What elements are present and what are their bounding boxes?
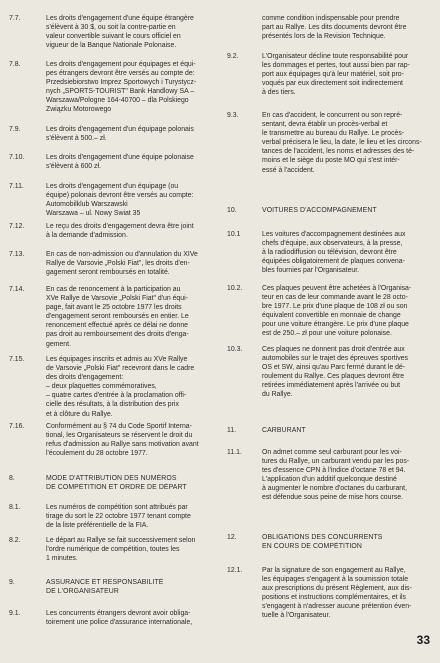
text-line: des droits d'engagement: — [46, 374, 124, 382]
section-title — [256, 206, 440, 215]
text-line: toirement une police d'assurance internationale, — [46, 619, 193, 627]
text-line: EN COURS DE COMPÉTITION — [262, 543, 362, 551]
text-line: roulement du Rallye. Ces plaques devront être — [262, 373, 405, 381]
article-text — [28, 125, 222, 143]
section-number: 12. — [227, 534, 237, 541]
article-number: 7.14. — [9, 286, 25, 293]
text-line: est de 250.– zł pour une voiture polonaise. — [262, 330, 392, 338]
article-text — [256, 566, 440, 621]
article-text — [28, 222, 222, 240]
text-line: chefs d'équipe, aux observateurs, à la presse, — [262, 240, 403, 248]
text-line: Rallye de Varsovie „Polski Fiat", les droits d'en- — [46, 260, 190, 268]
text-line: Les droits d'engagement d'une équipe étrangère — [46, 15, 194, 22]
article-text — [28, 182, 222, 218]
article-9-2 — [222, 52, 440, 97]
article-7-7 — [0, 14, 222, 50]
article-number: 7.11. — [9, 183, 24, 190]
section-number: 10. — [227, 207, 237, 214]
article-7-14 — [0, 285, 222, 349]
text-line: tirage du sort le 22 octobre 1977 tenant compte — [46, 513, 191, 521]
article-number: 7.15. — [9, 356, 25, 363]
text-line: vigueur de la Banque Nationale Polonaise. — [46, 42, 177, 50]
text-line: L'Organisateur décline toute responsabilité pour — [262, 53, 409, 60]
article-7-10 — [0, 153, 222, 171]
text-line: En cas d'accident, le concurrent ou son repré- — [262, 112, 403, 119]
article-number: 10.2. — [227, 285, 243, 292]
section-number: 9. — [9, 579, 15, 586]
text-line: gement. — [46, 340, 71, 348]
article-text — [256, 52, 440, 97]
text-line: l'écoulement du 28 octobre 1977. — [46, 450, 148, 458]
text-line: En cas de renoncement à la participation au — [46, 286, 181, 293]
article-number: 11.1. — [227, 449, 242, 456]
article-text — [256, 111, 440, 175]
article-text — [28, 250, 222, 277]
text-line: positions et instructions complémentaires, et ils — [262, 594, 407, 602]
article-number: 7.12. — [9, 223, 25, 230]
text-line: comme condition indispensable pour prendre — [262, 15, 400, 22]
text-line: à la radiodiffusion ou télévision, devront être — [262, 249, 397, 257]
text-line: Les concurrents étrangers devront avoir obliga- — [46, 610, 191, 617]
text-line: d'engagement seront remboursés en entier. Le — [46, 313, 189, 321]
article-9-3 — [222, 111, 440, 175]
text-line: est défendue sous peine de mise hors course. — [262, 494, 403, 502]
article-12-1 — [222, 566, 440, 621]
text-line: verbal précisera le lieu, la date, le lieu et les circons- — [262, 139, 422, 147]
article-10-3 — [222, 345, 440, 400]
article-text — [256, 14, 440, 41]
text-line: refus d'admission au Rallye sans motivation avant — [46, 441, 199, 449]
text-line: à des tiers. — [262, 89, 296, 97]
article-7-11 — [0, 182, 222, 218]
article-number: 7.8. — [9, 61, 21, 68]
article-text — [28, 609, 222, 627]
text-line: L'application d'un additif quelconque destiné — [262, 476, 397, 484]
text-line: Automobilklub Warszawski — [46, 201, 128, 209]
text-line: de la liste préférentielle de la FIA. — [46, 522, 149, 530]
text-line: 1 minutes. — [46, 555, 78, 563]
text-line: OBLIGATIONS DES CONCURRENTS — [262, 534, 383, 541]
article-number: 9.1. — [9, 610, 21, 617]
article-10-2 — [222, 284, 440, 339]
text-line: retirées immédiatement après l'arrivée ou but — [262, 382, 401, 390]
text-line: à augmenter le nombre d'octanes du carburant, — [262, 485, 407, 493]
text-line: CARBURANT — [262, 427, 306, 434]
text-line: les dommages et pertes, tout aussi bien par rap- — [262, 62, 410, 70]
article-number: 7.9. — [9, 126, 21, 133]
article-text — [28, 285, 222, 349]
text-line: s'élèvent à 500.– zł. — [46, 135, 107, 143]
text-line: – quatre cartes d'entrée à la proclamation offi- — [46, 392, 187, 400]
text-line: DE L'ORGANISATEUR — [46, 588, 119, 596]
text-line: port aux équipages qu'à leur matériel, soit pro- — [262, 71, 404, 79]
text-line: tuelle à l'Organisateur. — [262, 612, 331, 620]
text-line: – deux plaquettes commémoratives, — [46, 383, 157, 391]
section-title — [28, 474, 222, 492]
text-line: aux prescriptions du présent Règlement, aux dis- — [262, 585, 412, 593]
text-line: Le reçu des droits d'engagement devra être joint — [46, 223, 194, 230]
text-line: Ces plaques peuvent être achetées à l'Organisa- — [262, 285, 412, 292]
article-number: 8.1. — [9, 504, 21, 511]
text-line: sentant, devra établir un procès-verbal et — [262, 121, 388, 129]
text-line: bre 1977. Le prix d'une plaque de 108 zł ou son — [262, 303, 408, 311]
text-line: Les voitures d'accompagnement destinées aux — [262, 231, 406, 238]
article-7-15 — [0, 355, 222, 419]
text-line: page, fait avant le 25 octobre 1977 les droits — [46, 304, 182, 312]
article-number: 7.13. — [9, 251, 25, 258]
text-line: le transmettre au bureau du Rallye. Le procès- — [262, 130, 405, 138]
text-line: teur en cas de leur commande avant le 28 octo- — [262, 294, 408, 302]
text-line: équipe) polonais devront être versés au compte: — [46, 192, 194, 200]
text-line: Les équipages inscrits et admis au XVe Rallye — [46, 356, 188, 363]
text-line: Les droits d'engagement d'un équipage polonais — [46, 126, 194, 133]
text-line: présentés lors de la Revision Technique. — [262, 33, 386, 41]
text-line: s'engagent à n'adresser aucune prétention éven- — [262, 603, 412, 611]
article-number: 7.16. — [9, 423, 25, 430]
article-text — [28, 153, 222, 171]
section-11-heading — [222, 426, 440, 435]
section-8-heading — [0, 474, 222, 492]
text-line: part au Rallye. Les dits documents devront être — [262, 24, 407, 32]
article-number: 7.7. — [9, 15, 21, 22]
text-line: les équipages s'engagent à la soumission totale — [262, 576, 409, 584]
article-11-1 — [222, 448, 440, 503]
text-line: OS et SW, ainsi qu'au Parc fermé durant le dé- — [262, 364, 406, 372]
text-line: valeur convertible suivant le cours officiel en — [46, 33, 181, 41]
article-10-1 — [222, 230, 440, 275]
article-9-1-continued — [222, 14, 440, 41]
article-number: 9.2. — [227, 53, 239, 60]
section-9-heading — [0, 578, 222, 596]
text-line: renoncement effectué après ce délai ne donne — [46, 322, 188, 330]
article-text — [28, 14, 222, 50]
article-text — [256, 284, 440, 339]
text-line: tes d'essence CPN à l'indice d'octane 78 et 94. — [262, 467, 406, 475]
article-text — [256, 345, 440, 400]
text-line: du Rallye. — [262, 391, 293, 399]
text-line: nych „SPORTS-TOURIST" Bank Handlowy SA – — [46, 88, 195, 96]
text-line: et à clôture du Rallye. — [46, 410, 113, 418]
article-8-2 — [0, 536, 222, 563]
text-line: gagement seront remboursés en totalité. — [46, 269, 170, 277]
text-line: s'élèvent à 30 $, ou soit la contre-partie en — [46, 24, 176, 32]
text-line: voqués par eux directement soit indirectement — [262, 80, 403, 88]
text-line: à la demande d'admission. — [46, 232, 128, 240]
article-number — [222, 14, 256, 41]
text-line: tional, les Organisateurs se réservent le droit du — [46, 432, 193, 440]
article-7-8 — [0, 60, 222, 115]
section-12-heading — [222, 533, 440, 551]
text-line: Związku Motorowego — [46, 106, 112, 114]
text-line: Les droits d'engagement d'un équipage (ou — [46, 183, 179, 190]
section-number: 8. — [9, 475, 15, 482]
text-line: Les droits d'engagement d'une équipe polonaise — [46, 154, 194, 161]
text-line: moins et le siège du poste MO qui s'est intér- — [262, 157, 400, 165]
section-title — [28, 578, 222, 596]
article-7-9 — [0, 125, 222, 143]
text-line: équipées obligatoirement de plaques convena- — [262, 258, 405, 266]
article-number: 7.10. — [9, 154, 25, 161]
text-line: pour une voiture étrangère. Le prix d'une plaque — [262, 321, 409, 329]
article-text — [256, 448, 440, 503]
text-line: équivalent convertible en monnaie de change — [262, 312, 401, 320]
article-number: 12.1. — [227, 567, 243, 574]
text-line: cielle des résultats, à la distribution des prix — [46, 401, 179, 409]
text-line: DE COMPÉTITION ET ORDRE DE DÉPART — [46, 484, 187, 492]
article-7-16 — [0, 422, 222, 458]
text-line: ASSURANCE ET RESPONSABILITÉ — [46, 579, 164, 586]
text-line: VOITURES D'ACCOMPAGNEMENT — [262, 207, 377, 214]
article-text — [28, 503, 222, 530]
text-line: Les numéros de compétition sont attribués par — [46, 504, 188, 511]
text-line: pes étrangers devront être versés au compte de: — [46, 70, 195, 78]
article-text — [28, 422, 222, 458]
text-line: Les droits d'engagement pour équipages et équi- — [46, 61, 196, 68]
text-line: essé à l'accident. — [262, 166, 315, 174]
article-text — [28, 60, 222, 115]
text-line: En cas de non-admission ou d'annulation du XIVe — [46, 251, 198, 258]
article-9-1 — [0, 609, 222, 627]
text-line: tures du Rallye, un carburant vendu par les pos- — [262, 458, 410, 466]
text-line: s'élèvent à 600 zł. — [46, 163, 101, 171]
text-line: tances de l'accident, les noms et adresses des té- — [262, 148, 415, 156]
text-line: Warszawa/Pologne 164-40700 – dla Polskiego — [46, 97, 189, 105]
text-line: Par la signature de son engagement au Rallye, — [262, 567, 406, 574]
article-7-13 — [0, 250, 222, 277]
text-line: Warszawa – ul. Nowy Świat 35 — [46, 210, 141, 218]
article-number: 10.1 — [227, 231, 241, 238]
section-title — [256, 533, 440, 551]
article-8-1 — [0, 503, 222, 530]
text-line: Ces plaques ne donnent pas droit d'entrée aux — [262, 346, 405, 353]
section-title — [256, 426, 440, 435]
text-line: l'ordre numérique de compétition, toutes les — [46, 546, 180, 554]
article-number: 8.2. — [9, 537, 21, 544]
text-line: bles fournies par l'Organisateur. — [262, 267, 360, 275]
text-line: Przedsiebiorstwo Imprez Sportowych i Turystycz- — [46, 79, 197, 87]
section-number: 11. — [227, 427, 237, 434]
text-line: MODE D'ATTRIBUTION DES NUMÉROS — [46, 475, 177, 482]
text-line: Conformément au § 74 du Code Sportif Interna- — [46, 423, 192, 430]
text-line: Le départ au Rallye se fait successivement selon — [46, 537, 196, 544]
text-line: de Varsovie „Polski Fiat" recevront dans le cadre — [46, 365, 195, 373]
text-line: pas droit au remboursement des droits d'enga- — [46, 331, 189, 339]
section-10-heading — [222, 206, 440, 215]
text-line: automobiles sur le trajet des épreuves sportives — [262, 355, 408, 363]
article-text — [28, 355, 222, 419]
text-line: XVe Rallye de Varsovie „Polski Fiat" d'un équi- — [46, 295, 188, 303]
article-number: 9.3. — [227, 112, 239, 119]
article-number: 10.3. — [227, 346, 243, 353]
text-line: On admet comme seul carburant pour les voi- — [262, 449, 402, 456]
article-7-12 — [0, 222, 222, 240]
article-text — [256, 230, 440, 275]
article-text — [28, 536, 222, 563]
page-number: 33 — [416, 633, 430, 647]
